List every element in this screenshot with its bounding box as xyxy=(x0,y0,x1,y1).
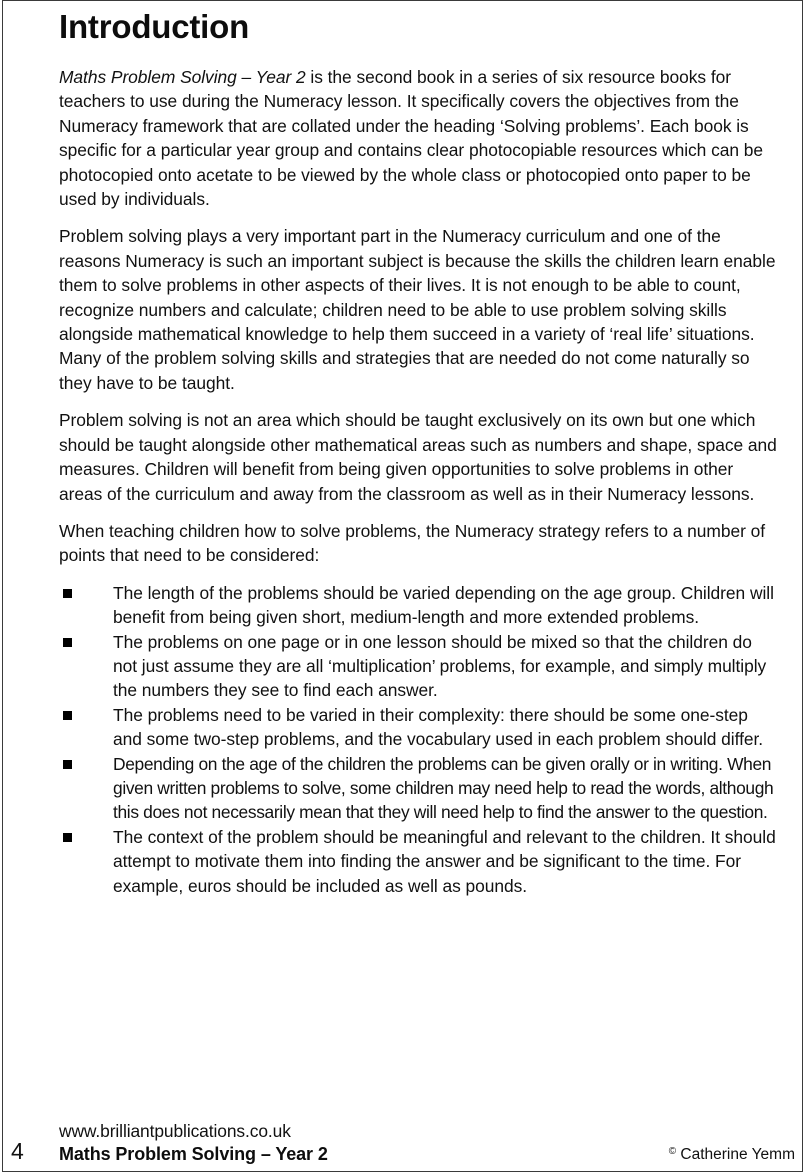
square-bullet-icon xyxy=(63,638,72,647)
page-footer xyxy=(0,1104,806,1174)
page-title: Introduction xyxy=(59,8,250,45)
copyright-symbol-icon: © xyxy=(668,1146,677,1157)
list-item xyxy=(59,581,777,630)
list-item-text: The length of the problems should be varied depending on the age group. Children will benefit from being given short, medium-length and more extended problems. xyxy=(113,582,774,628)
copyright-notice xyxy=(669,1143,795,1164)
considerations-list xyxy=(59,581,777,898)
intro-paragraph-4: When teaching children how to solve problems, the Numeracy strategy refers to a number of points that need to be considered: xyxy=(59,520,766,566)
list-item-text: Depending on the age of the children the problems can be given orally or in writing. When given written problems to solve, some children may need help to read the words, although this does not necessarily mean that they will need help to find the answer to the question. xyxy=(113,753,774,823)
square-bullet-icon xyxy=(63,833,72,842)
footer-book-title: Maths Problem Solving – Year 2 xyxy=(59,1144,328,1164)
list-item xyxy=(59,703,777,752)
intro-paragraph-1-rest: is the second book in a series of six resource books for teachers to use during the Numeracy lesson. It specifically covers the objectives from the Numeracy framework that are collated under the heading ‘Solving problems’. Each book is specific for a particular year group and contains clear photocopiable resources which can be photocopied onto acetate to be viewed by the whole class or photocopied onto paper to be used by individuals. xyxy=(59,67,763,210)
page-content xyxy=(59,0,777,898)
intro-paragraph-1 xyxy=(59,65,777,211)
intro-paragraph-3: Problem solving is not an area which should be taught exclusively on its own but one which should be taught alongside other mathematical areas such as numbers and shape, space and measures. Children will benefit from being given opportunities to solve problems in other areas of the curriculum and away from the classroom as well as in their Numeracy lessons. xyxy=(59,410,777,504)
square-bullet-icon xyxy=(63,760,72,769)
publisher-website: www.brilliantpublications.co.uk xyxy=(59,1121,291,1141)
book-title-italic: Maths Problem Solving – Year 2 xyxy=(59,67,306,87)
list-item xyxy=(59,752,777,825)
page-number: 4 xyxy=(11,1138,24,1164)
list-item xyxy=(59,630,777,703)
list-item xyxy=(59,825,777,898)
copyright-holder: Catherine Yemm xyxy=(676,1146,795,1163)
intro-paragraph-2: Problem solving plays a very important part in the Numeracy curriculum and one of the reasons Numeracy is such an important subject is because the skills the children learn enable them to solve problems in other aspects of their lives. It is not enough to be able to count, recognize numbers and calculate; children need to be able to use problem solving skills alongside mathematical knowledge to help them succeed in a variety of ‘real life’ situations. Many of the problem solving skills and strategies that are needed do not come naturally so they have to be taught. xyxy=(59,226,776,393)
square-bullet-icon xyxy=(63,711,72,720)
list-item-text: The context of the problem should be meaningful and relevant to the children. It should attempt to motivate them into finding the answer and be significant to the time. For example, euros should be included as well as pounds. xyxy=(113,826,776,896)
list-item-text: The problems on one page or in one lesson should be mixed so that the children do not just assume they are all ‘multiplication’ problems, for example, and simply multiply the numbers they see to find each answer. xyxy=(113,631,767,701)
square-bullet-icon xyxy=(63,589,72,598)
list-item-text: The problems need to be varied in their complexity: there should be some one-step and some two-step problems, and the vocabulary used in each problem should differ. xyxy=(113,704,764,750)
